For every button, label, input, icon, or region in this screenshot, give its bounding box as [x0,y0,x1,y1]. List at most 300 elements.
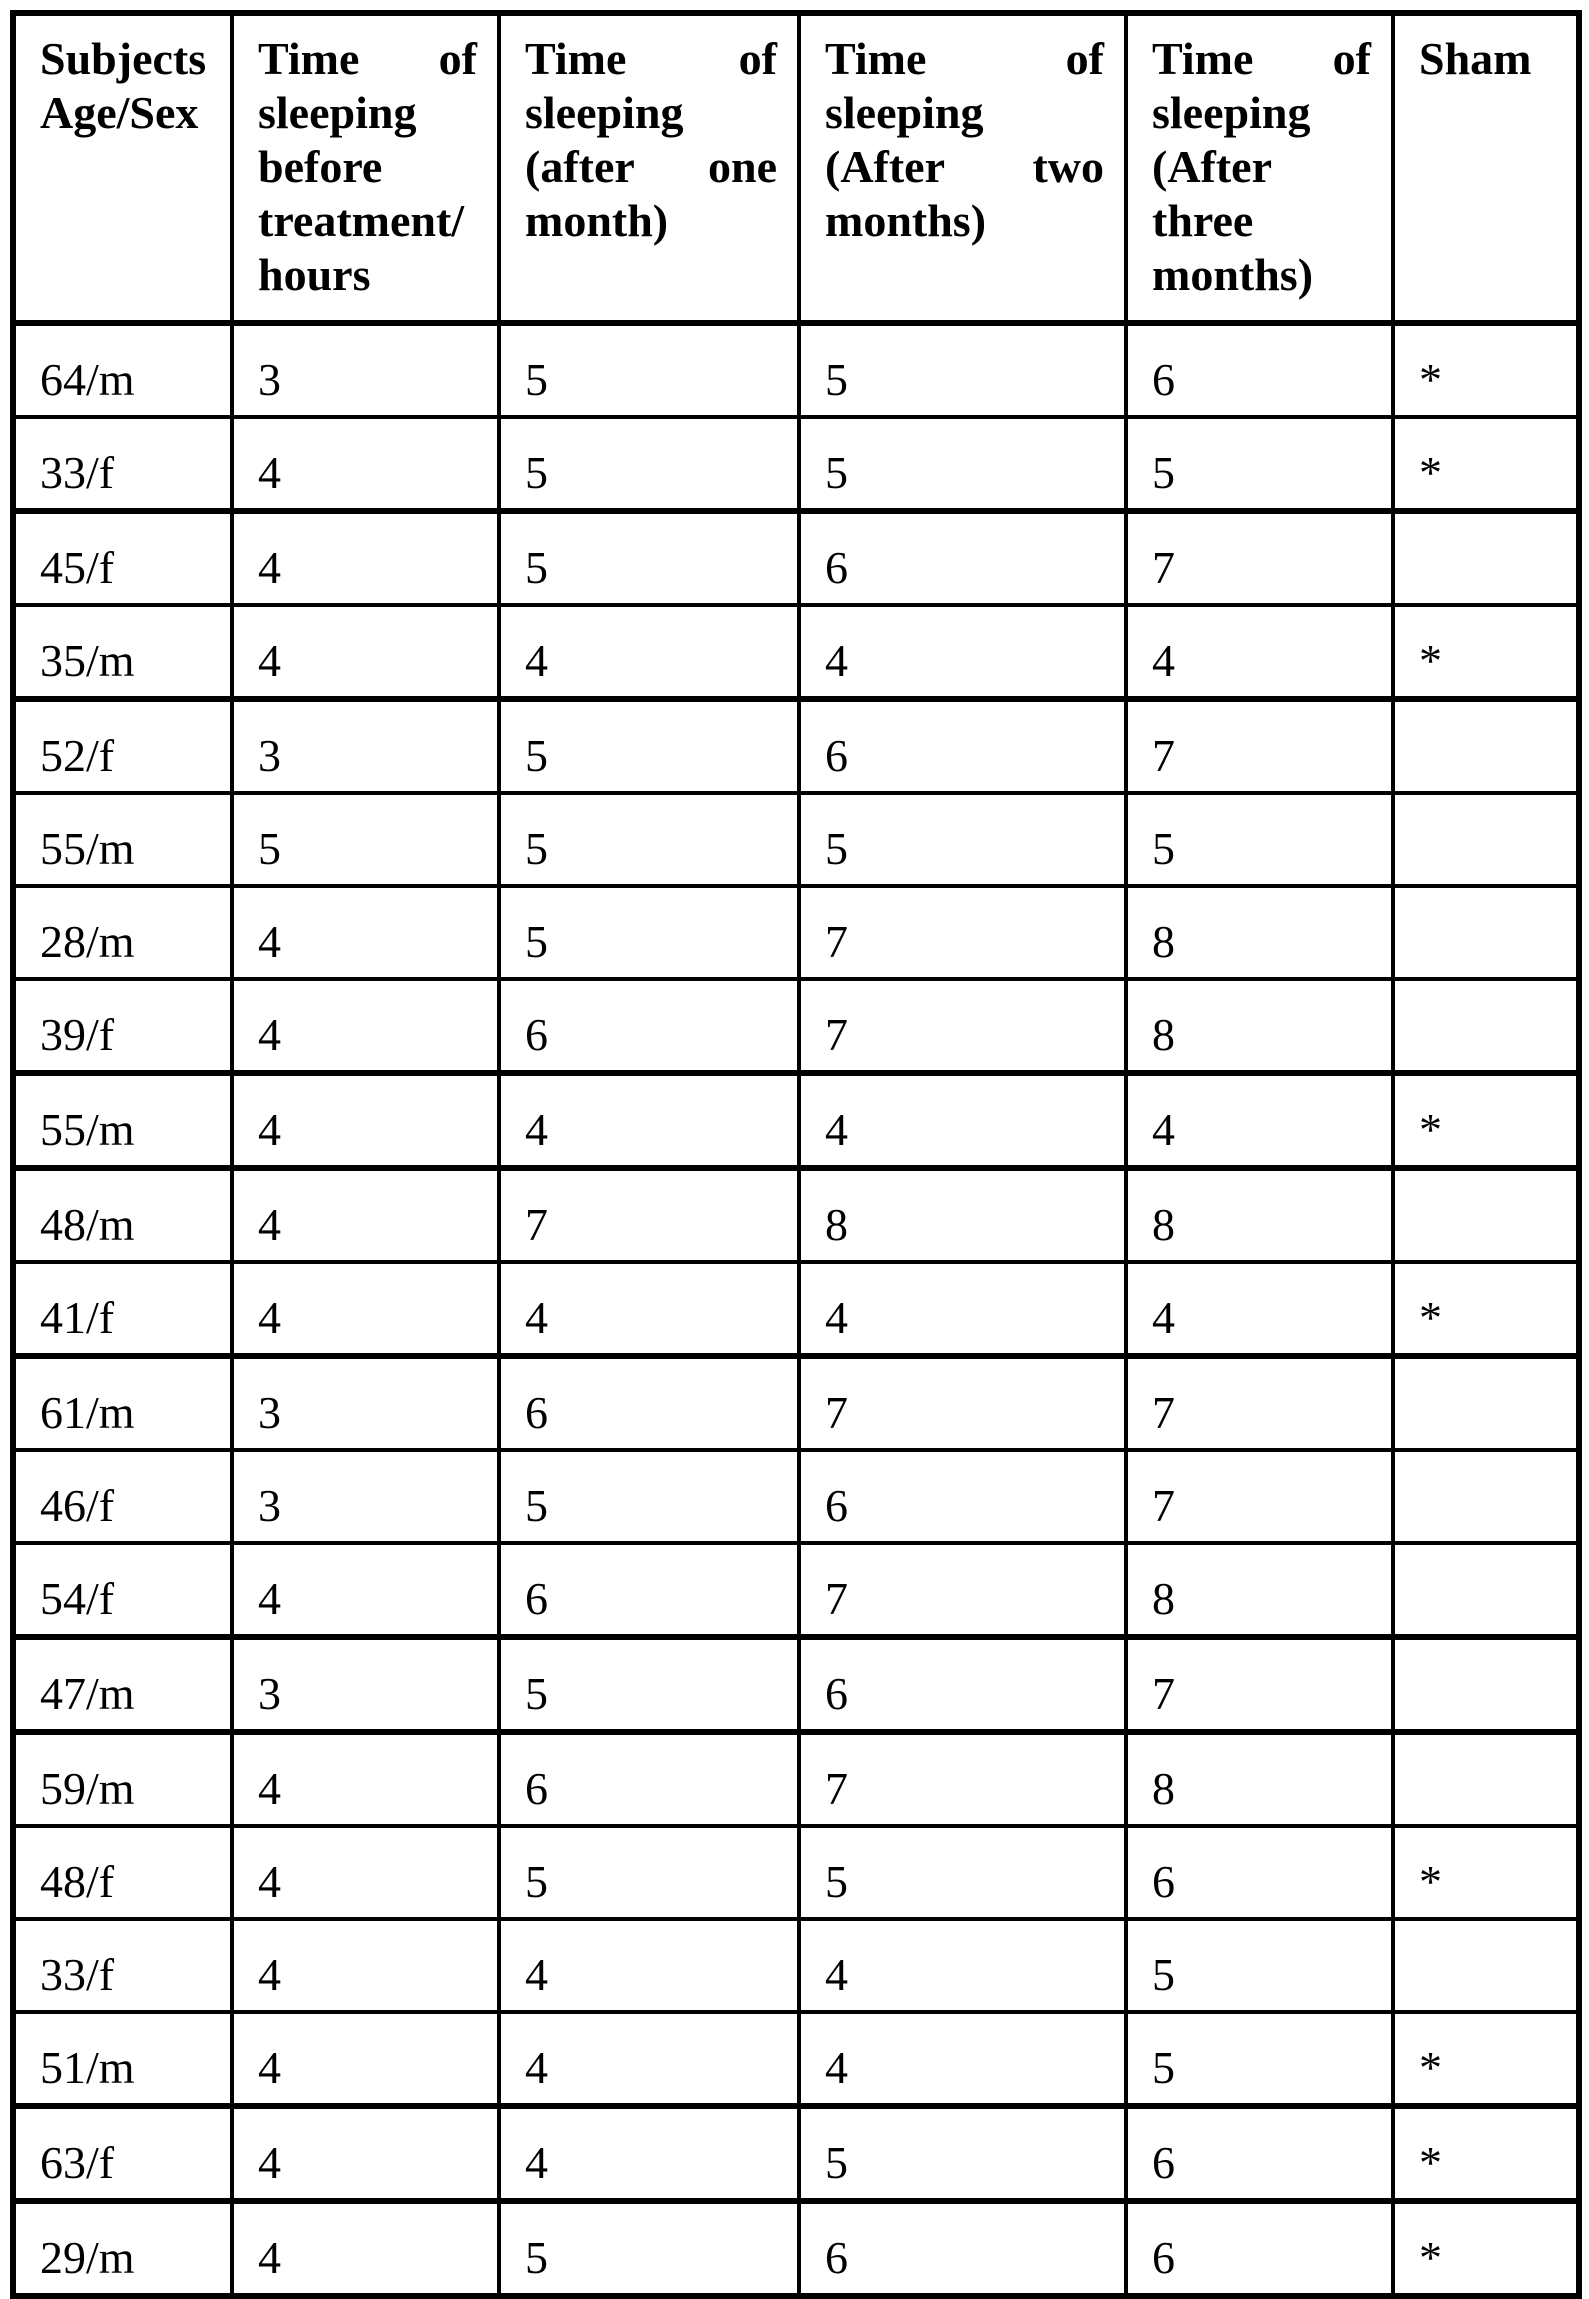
value-cell [799,1732,1126,1826]
value-cell [232,1073,499,1168]
value-cell [1126,2201,1393,2296]
cell-text: 5 [525,823,548,874]
subject-cell [13,1543,232,1637]
cell-text: 8 [1152,916,1175,967]
cell-text: 4 [525,1104,548,1155]
value-cell [799,1356,1126,1450]
cell-text: 48/f [40,1856,115,1907]
header-word: (After [1152,141,1273,192]
value-cell [799,1168,1126,1262]
cell-text: 7 [1152,542,1175,593]
cell-text: 51/m [40,2042,135,2093]
cell-text: 59/m [40,1763,135,1814]
value-cell [799,323,1126,417]
header-word: Time [258,33,360,84]
header-word: month) [525,195,669,246]
subject-cell [13,1450,232,1543]
header-line [258,32,477,86]
subject-cell [13,1168,232,1262]
header-word: Sham [1419,33,1532,84]
header-line [258,86,477,140]
value-cell [799,2012,1126,2106]
cell-text: 5 [525,354,548,405]
subject-cell [13,2012,232,2106]
cell-text: 4 [258,1104,281,1155]
cell-text: 4 [258,1856,281,1907]
subject-cell [13,1073,232,1168]
cell-text: 5 [525,730,548,781]
sham-cell [1393,1732,1579,1826]
subject-cell [13,511,232,605]
header-word: before [258,141,383,192]
cell-text: 64/m [40,354,135,405]
subject-cell [13,1919,232,2012]
sham-cell [1393,1356,1579,1450]
cell-text: 4 [1152,1292,1175,1343]
value-cell [1126,1637,1393,1732]
header-word: Age/Sex [40,87,199,138]
cell-text: 46/f [40,1480,115,1531]
header-cell-sleep-before-treatment [232,13,499,323]
value-cell [1126,417,1393,511]
value-cell [1126,1732,1393,1826]
value-cell [499,1450,799,1543]
header-word: (after [525,141,635,192]
cell-text: 5 [258,823,281,874]
value-cell [799,1073,1126,1168]
value-cell [1126,605,1393,699]
cell-text: 61/m [40,1387,135,1438]
cell-text: 4 [258,1573,281,1624]
value-cell [799,417,1126,511]
cell-text: 4 [825,2042,848,2093]
sleep-study-table [10,10,1582,2299]
value-cell [799,979,1126,1073]
subject-cell [13,1732,232,1826]
value-cell [799,1262,1126,1356]
cell-text: 7 [825,1009,848,1060]
header-row [13,13,1579,323]
header-cell-sham [1393,13,1579,323]
cell-text: 6 [825,730,848,781]
cell-text: 4 [258,1763,281,1814]
cell-text: 7 [1152,1387,1175,1438]
cell-text: 5 [525,2232,548,2283]
header-line [825,86,1104,140]
value-cell [1126,2012,1393,2106]
cell-text: 4 [258,2137,281,2188]
value-cell [499,605,799,699]
value-cell [232,979,499,1073]
table-row [13,793,1579,886]
subject-cell [13,1262,232,1356]
header-word: two [1032,141,1104,192]
cell-text: 7 [825,1387,848,1438]
table-row [13,1073,1579,1168]
sham-cell [1393,1637,1579,1732]
cell-text: * [1419,1292,1442,1343]
cell-text: 4 [258,2232,281,2283]
cell-text: 5 [525,542,548,593]
value-cell [1126,1073,1393,1168]
cell-text: 5 [825,823,848,874]
header-line [258,140,477,194]
value-cell [232,2012,499,2106]
header-cell-sleep-after-one-month [499,13,799,323]
value-cell [499,699,799,793]
header-word: of [438,33,477,84]
value-cell [799,1919,1126,2012]
value-cell [232,1168,499,1262]
cell-text: 6 [825,2232,848,2283]
header-line [525,86,777,140]
value-cell [1126,793,1393,886]
cell-text: 4 [525,1292,548,1343]
subject-cell [13,2106,232,2201]
value-cell [1126,1450,1393,1543]
value-cell [799,1826,1126,1919]
cell-text: 4 [525,2042,548,2093]
header-word: treatment/ [258,195,465,246]
cell-text: 4 [258,447,281,498]
cell-text: 5 [825,354,848,405]
header-line [258,194,477,248]
cell-text: 6 [525,1763,548,1814]
table-row [13,1262,1579,1356]
header-word: Subjects [40,33,207,84]
value-cell [499,1919,799,2012]
sham-cell [1393,793,1579,886]
cell-text: 5 [1152,2042,1175,2093]
cell-text: 3 [258,1480,281,1531]
table-row [13,2106,1579,2201]
value-cell [232,2106,499,2201]
cell-text: 28/m [40,916,135,967]
header-word: sleeping [258,87,417,138]
subject-cell [13,1826,232,1919]
table-body [13,323,1579,2296]
table-row [13,1637,1579,1732]
value-cell [499,979,799,1073]
cell-text: 4 [258,1292,281,1343]
table-row [13,323,1579,417]
sham-cell [1393,1073,1579,1168]
cell-text: 7 [825,916,848,967]
cell-text: 4 [525,2137,548,2188]
cell-text: 6 [525,1387,548,1438]
header-word: Time [525,33,627,84]
cell-text: 8 [1152,1573,1175,1624]
cell-text: 55/m [40,1104,135,1155]
header-line [1152,248,1371,302]
subject-cell [13,793,232,886]
value-cell [799,886,1126,979]
header-line [525,140,777,194]
header-word: one [708,141,777,192]
cell-text: * [1419,2137,1442,2188]
cell-text: 4 [258,1199,281,1250]
cell-text: 8 [1152,1763,1175,1814]
cell-text: 7 [1152,1668,1175,1719]
value-cell [232,886,499,979]
cell-text: 6 [825,1668,848,1719]
value-cell [799,511,1126,605]
cell-text: 5 [525,1668,548,1719]
sham-cell [1393,511,1579,605]
cell-text: 33/f [40,447,115,498]
subject-cell [13,979,232,1073]
cell-text: 6 [525,1573,548,1624]
cell-text: 4 [258,1009,281,1060]
value-cell [1126,979,1393,1073]
value-cell [1126,1356,1393,1450]
sham-cell [1393,1262,1579,1356]
header-line [525,194,777,248]
header-line [40,32,210,86]
subject-cell [13,886,232,979]
value-cell [499,417,799,511]
value-cell [499,1732,799,1826]
cell-text: * [1419,447,1442,498]
cell-text: 52/f [40,730,115,781]
value-cell [499,1543,799,1637]
cell-text: 5 [525,1480,548,1531]
value-cell [799,2106,1126,2201]
header-line [825,194,1104,248]
subject-cell [13,1637,232,1732]
header-line [825,32,1104,86]
cell-text: 3 [258,1668,281,1719]
cell-text: 6 [825,542,848,593]
cell-text: 55/m [40,823,135,874]
cell-text: * [1419,354,1442,405]
value-cell [499,793,799,886]
sham-cell [1393,2012,1579,2106]
cell-text: 6 [525,1009,548,1060]
cell-text: 8 [825,1199,848,1250]
sham-cell [1393,886,1579,979]
table-row [13,979,1579,1073]
cell-text: 7 [825,1573,848,1624]
sham-cell [1393,1826,1579,1919]
cell-text: 5 [1152,823,1175,874]
header-line [825,140,1104,194]
value-cell [499,323,799,417]
cell-text: 4 [525,1949,548,2000]
cell-text: * [1419,1104,1442,1155]
value-cell [232,417,499,511]
subject-cell [13,323,232,417]
sham-cell [1393,2106,1579,2201]
header-line [1419,32,1556,86]
sham-cell [1393,979,1579,1073]
cell-text: 6 [1152,1856,1175,1907]
cell-text: 6 [1152,2232,1175,2283]
sham-cell [1393,699,1579,793]
value-cell [799,793,1126,886]
value-cell [232,2201,499,2296]
value-cell [799,1543,1126,1637]
cell-text: 39/f [40,1009,115,1060]
header-line [40,86,210,140]
value-cell [799,2201,1126,2296]
table-row [13,2012,1579,2106]
cell-text: 35/m [40,635,135,686]
cell-text: 4 [825,1292,848,1343]
header-line [1152,140,1371,194]
value-cell [232,511,499,605]
cell-text: 6 [1152,2137,1175,2188]
cell-text: 4 [258,2042,281,2093]
header-word: sleeping [525,87,684,138]
header-word: sleeping [1152,87,1311,138]
value-cell [232,1637,499,1732]
table-row [13,1356,1579,1450]
table-row [13,605,1579,699]
sham-cell [1393,323,1579,417]
header-word: Time [825,33,927,84]
subject-cell [13,2201,232,2296]
sham-cell [1393,1919,1579,2012]
header-cell-sleep-after-three-months [1126,13,1393,323]
cell-text: 4 [1152,1104,1175,1155]
value-cell [232,605,499,699]
cell-text: 3 [258,1387,281,1438]
value-cell [232,1826,499,1919]
value-cell [232,1262,499,1356]
value-cell [1126,1919,1393,2012]
value-cell [499,1637,799,1732]
cell-text: 4 [258,1949,281,2000]
header-cell-sleep-after-two-months [799,13,1126,323]
value-cell [499,1168,799,1262]
header-line [1152,194,1371,248]
value-cell [499,1356,799,1450]
value-cell [1126,1826,1393,1919]
table-row [13,1543,1579,1637]
header-word: of [1332,33,1371,84]
sham-cell [1393,1168,1579,1262]
subject-cell [13,417,232,511]
header-word: of [1065,33,1104,84]
cell-text: 54/f [40,1573,115,1624]
cell-text: 29/m [40,2232,135,2283]
cell-text: 6 [1152,354,1175,405]
cell-text: 5 [1152,1949,1175,2000]
table-row [13,1826,1579,1919]
value-cell [499,1262,799,1356]
cell-text: 5 [525,1856,548,1907]
sham-cell [1393,1450,1579,1543]
header-line [525,32,777,86]
sham-cell [1393,605,1579,699]
value-cell [1126,1168,1393,1262]
cell-text: 4 [525,635,548,686]
cell-text: 5 [525,447,548,498]
cell-text: * [1419,635,1442,686]
cell-text: 5 [825,1856,848,1907]
cell-text: * [1419,2042,1442,2093]
value-cell [799,1450,1126,1543]
header-word: three [1152,195,1254,246]
value-cell [499,2106,799,2201]
cell-text: 5 [825,2137,848,2188]
cell-text: 4 [258,916,281,967]
header-line [1152,86,1371,140]
cell-text: 4 [825,1949,848,2000]
cell-text: 3 [258,730,281,781]
cell-text: * [1419,1856,1442,1907]
value-cell [499,511,799,605]
table-row [13,1450,1579,1543]
header-word: months) [1152,249,1314,300]
cell-text: 5 [525,916,548,967]
subject-cell [13,605,232,699]
value-cell [499,2012,799,2106]
cell-text: 4 [258,635,281,686]
value-cell [1126,699,1393,793]
value-cell [232,793,499,886]
value-cell [1126,1262,1393,1356]
cell-text: 4 [1152,635,1175,686]
cell-text: 63/f [40,2137,115,2188]
table-header [13,13,1579,323]
header-line [1152,32,1371,86]
value-cell [499,2201,799,2296]
value-cell [232,1919,499,2012]
value-cell [1126,323,1393,417]
value-cell [232,1450,499,1543]
cell-text: 33/f [40,1949,115,2000]
header-line [258,248,477,302]
cell-text: 7 [825,1763,848,1814]
value-cell [499,886,799,979]
header-word: months) [825,195,987,246]
cell-text: 47/m [40,1668,135,1719]
table-row [13,2201,1579,2296]
subject-cell [13,699,232,793]
value-cell [799,1637,1126,1732]
header-word: hours [258,249,371,300]
value-cell [232,1543,499,1637]
cell-text: 5 [1152,447,1175,498]
sham-cell [1393,1543,1579,1637]
value-cell [232,699,499,793]
header-word: (After [825,141,946,192]
cell-text: 3 [258,354,281,405]
cell-text: 8 [1152,1199,1175,1250]
value-cell [1126,2106,1393,2201]
table-row [13,1732,1579,1826]
cell-text: * [1419,2232,1442,2283]
value-cell [499,1073,799,1168]
cell-text: 48/m [40,1199,135,1250]
value-cell [799,699,1126,793]
cell-text: 45/f [40,542,115,593]
cell-text: 4 [825,1104,848,1155]
table-row [13,886,1579,979]
header-word: of [738,33,777,84]
value-cell [232,1356,499,1450]
header-word: sleeping [825,87,984,138]
cell-text: 5 [825,447,848,498]
value-cell [1126,886,1393,979]
header-word: Time [1152,33,1254,84]
cell-text: 4 [258,542,281,593]
cell-text: 6 [825,1480,848,1531]
table-row [13,699,1579,793]
cell-text: 8 [1152,1009,1175,1060]
